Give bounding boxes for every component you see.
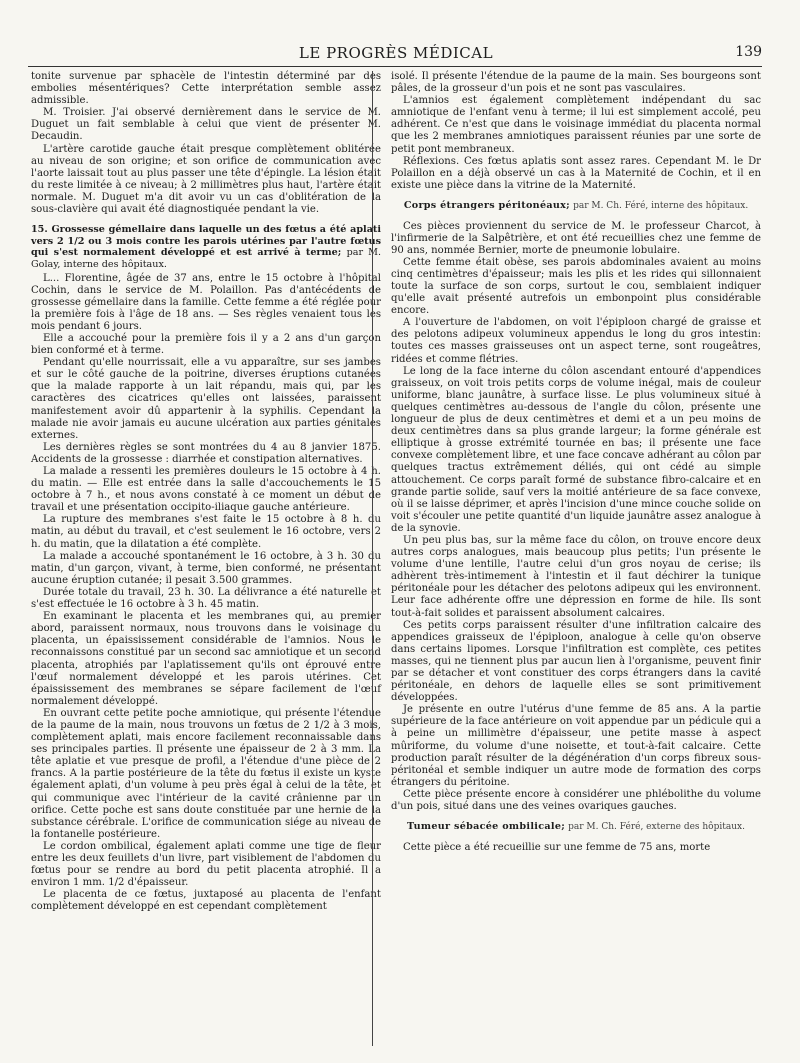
paragraph: Ces petits corps paraissent résulter d'une infiltration calcaire des appendices graisseux de l'épiploon, analogue à celle qu'on observe dans certains lipomes. Lorsque l'infiltration est complète, ces petites masses, qui ne tiennent plus par aucun lien à l'organisme, peuvent finir par se détacher et vont constituer des corps étrangers dans la cavité péritonéale, en dehors de laquelle elles se sont primitivement développées. bbox=[391, 619, 761, 704]
section-byline: par M. Ch. Féré, externe des hôpitaux. bbox=[568, 822, 745, 833]
paragraph: Cette femme était obèse, ses parois abdominales avaient au moins cinq centimètres d'épaisseur; mais les plis et les rides qui sillonnaient toute la surface de son corps, surtout le cou, semblaient indiquer qu'elle avait présenté autrefois un embonpoint plus considérable encore. bbox=[391, 256, 761, 317]
left-column bbox=[31, 71, 381, 913]
paragraph: Pendant qu'elle nourrissait, elle a vu apparaître, sur ses jambes et sur le côté gauche de la poitrine, diverses éruptions cutanées que la malade rapporte à un lait répandu, mais qui, par les caractères des cicatrices qu'elles ont laissées, paraissent manifestement avoir dû appartenir à la syphilis. Cependant la malade nie avoir jamais eu aucune ulcération aux parties génitales externes. bbox=[31, 357, 381, 441]
paragraph: La malade a ressenti les premières douleurs le 15 octobre à 4 h. du matin. — Elle est entrée dans la salle d'accouchements le 15 octobre à 7 h., et nous avons constaté à ce moment un début de travail et une présentation occipito-iliaque gauche antérieure. bbox=[31, 466, 381, 514]
paragraph: Un peu plus bas, sur la même face du côlon, on trouve encore deux autres corps analogues, mais beaucoup plus petits; l'un présente le volume d'une lentille, l'autre celui d'un gros noyau de cerise; ils adhèrent très-intimement à l'intestin et il faut déchirer la tunique péritonéale pour les détacher des pelotons adipeux qui les environnent. Leur face adhérente offre une dépression en forme de hile. Ils sont tout-à-fait solides et paraissent absolument calcaires. bbox=[391, 534, 761, 619]
section-heading-15 bbox=[31, 224, 381, 270]
paragraph: Cette pièce présente encore à considérer une phlébolithe du volume d'un pois, situé dans une des veines ovariques gauches. bbox=[391, 788, 761, 813]
column-divider bbox=[372, 71, 373, 1046]
paragraph: Le placenta de ce fœtus, juxtaposé au placenta de l'enfant complètement développé en est cependant complètement bbox=[31, 889, 381, 913]
journal-title: LE PROGRÈS MÉDICAL bbox=[298, 44, 494, 62]
paragraph: Cette pièce a été recueillie sur une femme de 75 ans, morte bbox=[403, 841, 711, 853]
paragraph: L... Florentine, âgée de 37 ans, entre le 15 octobre à l'hôpital Cochin, dans le service de M. Polaillon. Pas d'antécédents de grossesse gémellaire dans la famille. Cette femme a été réglée pour la première fois à l'âge de 18 ans. — Ses règles venaient tous les mois pendant 6 jours. bbox=[31, 272, 381, 332]
paragraph: Réflexions. Ces fœtus aplatis sont assez rares. Cependant M. le Dr Polaillon en a déjà observé un cas à la Maternité de Cochin, et il en existe une pièce dans la vitrine de la Maternité. bbox=[391, 155, 761, 191]
paragraph: Elle a accouché pour la première fois il y a 2 ans d'un garçon bien conformé et à terme. bbox=[31, 332, 381, 357]
page-number: 139 bbox=[735, 44, 762, 60]
paragraph: L'artère carotide gauche était presque complètement oblitérée au niveau de son origine; et son orifice de communication avec l'aorte laissait tout au plus passer une tête d'épingle. La lésion était du reste limitée à ce niveau; à 2 millimètres plus haut, l'artère était normale. M. Duguet m'a dit avoir vu un cas d'oblitération de la sous-clavière qui avait été diagnostiquée pendant la vie. bbox=[31, 143, 381, 216]
paragraph: En ouvrant cette petite poche amniotique, qui présente l'étendue de la paume de la main, nous trouvons un fœtus de 2 1/2 à 3 mois, complètement aplati, mais encore facilement reconnaissable dans ses principales parties. Il présente une épaisseur de 2 à 3 mm. La tête aplatie et vue presque de profil, a l'étendue d'une pièce de 2 francs. A la partie postérieure de la tête du fœtus il existe un kyste également aplati, d'un volume à peu près égal à celui de la tête, et qui communique avec l'intérieur de la cavité crânienne par un orifice. Cette poche est sans doute constituée par une hernie de la substance cérébrale. L'orifice de communication siége au niveau de la fontanelle postérieure. bbox=[31, 707, 381, 840]
section-title: Corps étrangers péritonéaux; bbox=[403, 199, 571, 211]
section-heading-corps-etrangers bbox=[391, 200, 761, 213]
paragraph: A l'ouverture de l'abdomen, on voit l'épiploon chargé de graisse et des pelotons adipeux volumineux appendus le long du gros intestin: toutes ces masses graisseuses ont un aspect terne, sont rougeâtres, ridées et comme flétries. bbox=[391, 317, 761, 365]
paragraph: Je présente en outre l'utérus d'une femme de 85 ans. A la partie supérieure de la face antérieure on voit appendue par un pédicule qui a à peine un millimètre d'épaisseur, une petite masse à aspect mûriforme, du volume d'une noisette, et tout-à-fait calcaire. Cette production paraît résulter de la dégénération d'un corps fibreux sous-péritonéal et semble indiquer un autre mode de formation des corps étrangers du péritoine. bbox=[391, 704, 761, 788]
section-byline: par M. Golay, interne des hôpitaux. bbox=[31, 247, 381, 270]
section-number: 15. bbox=[31, 224, 48, 236]
paragraph: tonite survenue par sphacèle de l'intestin déterminé par des embolies mésentériques? Cette interprétation semble assez admissible. bbox=[31, 71, 381, 107]
section-byline: par M. Ch. Féré, interne des hôpitaux. bbox=[573, 200, 749, 211]
paragraph: Ces pièces proviennent du service de M. le professeur Charcot, à l'infirmerie de la Salpêtrière, et ont été recueillies chez une femme de 90 ans, nommée Bernier, morte de pneumonie lobulaire. bbox=[391, 220, 761, 256]
paragraph: La rupture des membranes s'est faite le 15 octobre à 8 h. du matin, au début du travail, et c'est seulement le 16 octobre, vers 2 h. du matin, que la dilatation a été complète. bbox=[31, 514, 381, 550]
paragraph: La malade a accouché spontanément le 16 octobre, à 3 h. 30 du matin, d'un garçon, vivant, à terme, bien conformé, ne présentant aucune éruption cutanée; il pesait 3.500 grammes. bbox=[31, 550, 381, 586]
paragraph: Le long de la face interne du côlon ascendant entouré d'appendices graisseux, on voit trois petits corps de volume inégal, mais de couleur uniforme, blanc jaunâtre, à surface lisse. Le plus volumineux situé à quelques centimètres au-dessous de l'angle du côlon, présente une longueur de plus de deux centimètres et demi et a un peu moins de deux centimètres dans sa plus grande largeur; la forme générale est elliptique à grosse extrémité tournée en bas; il présente une face convexe complètement libre, et une face concave adhérant au côlon par quelques tractus extrêmement déliés, qui ont cédé au simple attouchement. Ce corps paraît formé de substance fibro-calcaire et en grande partie solide, sauf vers la moitié antérieure de sa face convexe, où il se laisse déprimer, et après l'incision d'une mince couche solide on voit s'écouler une petite quantité d'un liquide jaunâtre assez analogue à de la synovie. bbox=[391, 365, 761, 534]
section-title: Grossesse gémellaire dans laquelle un des fœtus a été aplati vers 2 1/2 ou 3 mois contre les parois utérines par l'autre fœtus qui s'est normalement développé et est arrivé à terme; bbox=[31, 224, 381, 259]
paragraph: Le cordon ombilical, également aplati comme une tige de fleur entre les deux feuillets d'un livre, part visiblement de l'abdomen du fœtus pour se rendre au bord du petit placenta atrophié. Il a environ 1 mm. 1/2 d'épaisseur. bbox=[31, 840, 381, 889]
section-heading-tumeur-sebacee bbox=[391, 821, 761, 834]
paragraph: isolé. Il présente l'étendue de la paume de la main. Ses bourgeons sont pâles, de la grosseur d'un pois et ne sont pas vasculaires. bbox=[391, 71, 761, 95]
paragraph: Durée totale du travail, 23 h. 30. La délivrance a été naturelle et s'est effectuée le 16 octobre à 3 h. 45 matin. bbox=[31, 586, 381, 611]
section-title: Tumeur sébacée ombilicale; bbox=[407, 821, 566, 833]
right-column bbox=[391, 71, 761, 854]
paragraph: L'amnios est également complètement indépendant du sac amniotique de l'enfant venu à terme; il lui est simplement accolé, peu adhérent. Ce n'est que dans le voisinage immédiat du placenta normal que les 2 membranes amniotiques paraissent réunies par une sorte de petit pont membraneux. bbox=[391, 95, 761, 155]
paragraph: M. Troisier. J'ai observé dernièrement dans le service de M. Duguet un fait semblable à celui que vient de présenter M. Decaudin. bbox=[31, 107, 381, 143]
paragraph: En examinant le placenta et les membranes qui, au premier abord, paraissent normaux, nous trouvons dans le voisinage du placenta, un épaississement considérable de l'amnios. Nous le reconnaissons constitué par un second sac amniotique et un second placenta, atrophiés par l'aplatissement qu'ils ont éprouvé entre l'œuf normalement développé et les parois utérines. Cet épaississement des membranes se sépare facilement de l'œuf normalement développé. bbox=[31, 611, 381, 707]
paragraph: Les dernières règles se sont montrées du 4 au 8 janvier 1875. Accidents de la grossesse : diarrhée et constipation alternatives. bbox=[31, 441, 381, 465]
header-rule bbox=[28, 66, 762, 67]
page-header bbox=[30, 44, 762, 66]
